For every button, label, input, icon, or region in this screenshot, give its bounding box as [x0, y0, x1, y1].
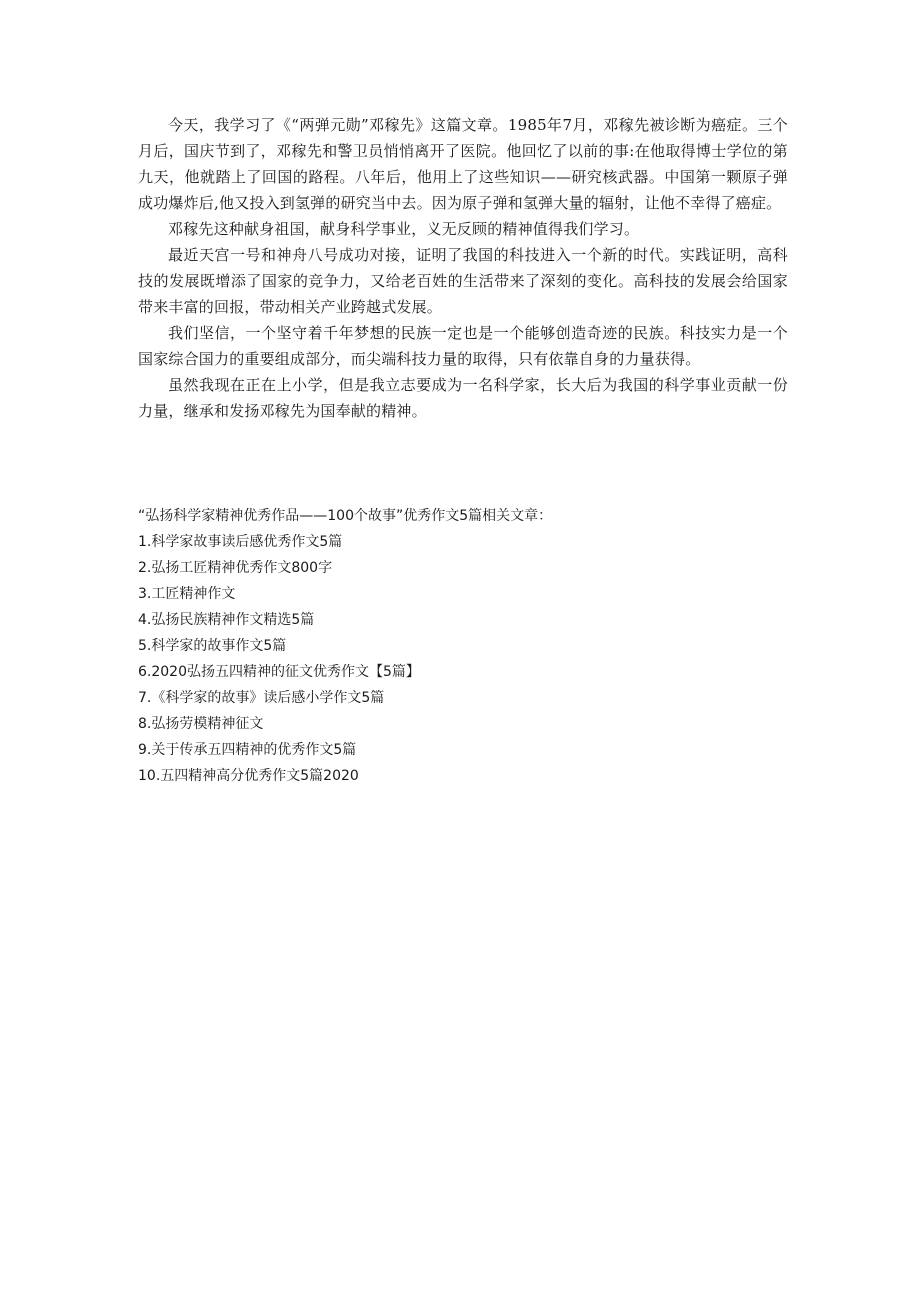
article-paragraph-3: 最近天宫一号和神舟八号成功对接，证明了我国的科技进入一个新的时代。实践证明，高科技的发展既增添了国家的竞争力，又给老百姓的生活带来了深刻的变化。高科技的发展会给国家带来丰富的回报，带动相关产业跨越式发展。 [138, 246, 788, 316]
list-item [138, 763, 788, 789]
list-item [138, 529, 788, 555]
related-link-6[interactable]: 6.2020弘扬五四精神的征文优秀作文【5篇】 [138, 664, 420, 680]
related-link-10[interactable]: 10.五四精神高分优秀作文5篇2020 [138, 768, 359, 784]
related-articles-heading: “弘扬科学家精神优秀作品——100个故事”优秀作文5篇相关文章： [138, 508, 553, 524]
article-paragraph-2: 邓稼先这种献身祖国，献身科学事业，义无反顾的精神值得我们学习。 [168, 220, 640, 238]
list-item [138, 711, 788, 737]
related-link-3[interactable]: 3.工匠精神作文 [138, 586, 236, 602]
list-item [138, 685, 788, 711]
related-link-8[interactable]: 8.弘扬劳模精神征文 [138, 716, 264, 732]
list-item [138, 581, 788, 607]
related-link-4[interactable]: 4.弘扬民族精神作文精选5篇 [138, 612, 315, 628]
related-link-9[interactable]: 9.关于传承五四精神的优秀作文5篇 [138, 742, 357, 758]
article-paragraph-4: 我们坚信，一个坚守着千年梦想的民族一定也是一个能够创造奇迹的民族。科技实力是一个国家综合国力的重要组成部分，而尖端科技力量的取得，只有依靠自身的力量获得。 [138, 324, 788, 368]
related-link-7[interactable]: 7.《科学家的故事》读后感小学作文5篇 [138, 690, 385, 706]
list-item [138, 607, 788, 633]
related-articles [138, 503, 788, 789]
related-link-5[interactable]: 5.科学家的故事作文5篇 [138, 638, 287, 654]
list-item [138, 659, 788, 685]
related-articles-list [138, 529, 788, 789]
article-paragraph-1: 今天，我学习了《“两弹元勋”邓稼先》这篇文章。1985年7月，邓稼先被诊断为癌症。三个月后，国庆节到了，邓稼先和警卫员悄悄离开了医院。他回忆了以前的事:在他取得博士学位的第九天，他就踏上了回国的路程。八年后，他用上了这些知识——研究核武器。中国第一颗原子弹成功爆炸后,他又投入到氢弹的研究当中去。因为原子弹和氢弹大量的辐射，让他不幸得了癌症。 [138, 116, 788, 212]
list-item [138, 555, 788, 581]
list-item [138, 737, 788, 763]
article-paragraph-5: 虽然我现在正在上小学，但是我立志要成为一名科学家，长大后为我国的科学事业贡献一份力量，继承和发扬邓稼先为国奉献的精神。 [138, 376, 788, 420]
list-item [138, 633, 788, 659]
related-link-2[interactable]: 2.弘扬工匠精神优秀作文800字 [138, 560, 333, 576]
related-link-1[interactable]: 1.科学家故事读后感优秀作文5篇 [138, 534, 343, 550]
article-body [138, 112, 788, 424]
